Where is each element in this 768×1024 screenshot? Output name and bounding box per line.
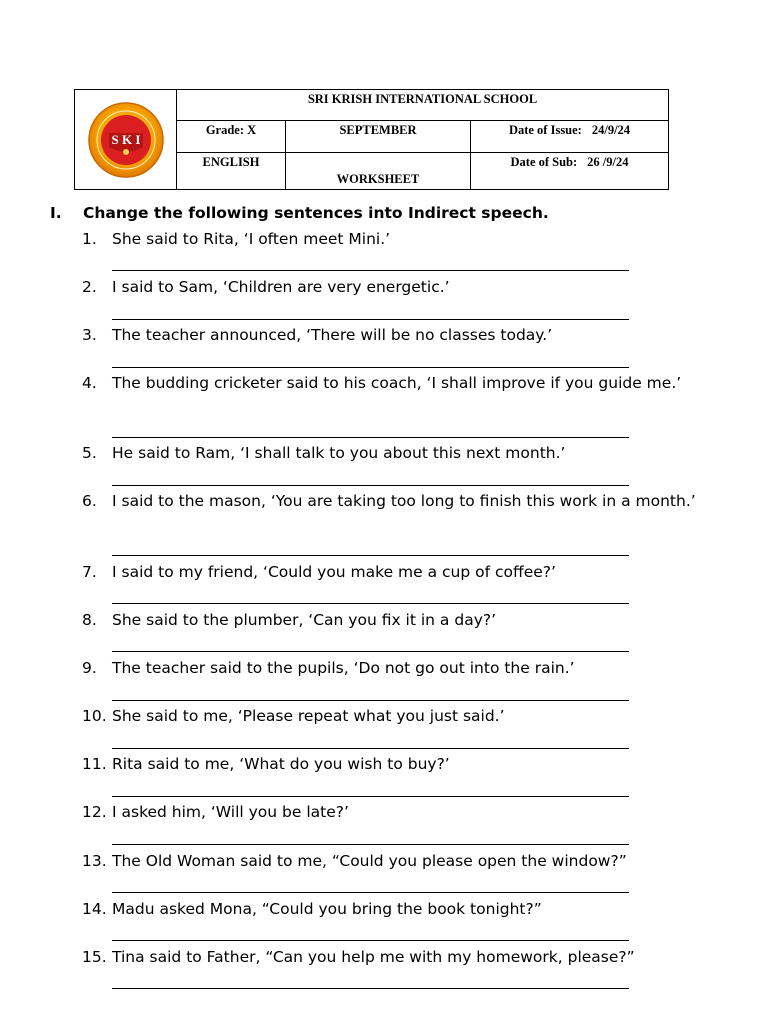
- question-text: I said to the mason, ‘You are taking too long to finish this work in a month.’: [112, 492, 696, 510]
- answer-line[interactable]: [112, 844, 629, 845]
- question-text: The teacher said to the pupils, ‘Do not go out into the rain.’: [112, 659, 575, 677]
- question-text: Madu asked Mona, “Could you bring the book tonight?”: [112, 900, 542, 918]
- question-number: 5.: [82, 444, 97, 462]
- answer-line[interactable]: [112, 651, 629, 652]
- question-item: [82, 276, 697, 298]
- question-item: [82, 372, 697, 394]
- answer-line[interactable]: [112, 796, 629, 797]
- question-number: 9.: [82, 659, 97, 677]
- question-number: 14.: [82, 900, 107, 918]
- logo-cell: [75, 90, 177, 190]
- question-item: [82, 753, 697, 775]
- question-number: 6.: [82, 492, 97, 510]
- question-item: [82, 657, 697, 679]
- question-number: 3.: [82, 326, 97, 344]
- date-of-sub-label: Date of Sub:: [510, 155, 578, 169]
- question-text: The budding cricketer said to his coach, ‘I shall improve if you guide me.’: [112, 374, 682, 392]
- question-number: 1.: [82, 230, 97, 248]
- section-title: Change the following sentences into Indirect speech.: [83, 204, 549, 222]
- date-of-issue-value: 24/9/24: [591, 123, 631, 137]
- answer-line[interactable]: [112, 700, 629, 701]
- answer-line[interactable]: [112, 748, 629, 749]
- question-item: [82, 946, 697, 968]
- question-item: [82, 228, 697, 250]
- question-number: 11.: [82, 755, 107, 773]
- date-of-sub: [471, 153, 669, 190]
- answer-line[interactable]: [112, 437, 629, 438]
- question-number: 12.: [82, 803, 107, 821]
- question-text: The Old Woman said to me, “Could you please open the window?”: [112, 852, 627, 870]
- answer-line[interactable]: [112, 270, 629, 271]
- question-number: 7.: [82, 563, 97, 581]
- question-number: 4.: [82, 374, 97, 392]
- answer-line[interactable]: [112, 367, 629, 368]
- section-number: I.: [50, 204, 62, 222]
- answer-line[interactable]: [112, 603, 629, 604]
- school-logo-icon: [87, 101, 165, 179]
- question-text: He said to Ram, ‘I shall talk to you about this next month.’: [112, 444, 566, 462]
- sheet-type-label: WORKSHEET: [286, 153, 471, 190]
- question-number: 13.: [82, 852, 107, 870]
- question-text: I said to Sam, ‘Children are very energetic.’: [112, 278, 450, 296]
- question-text: I said to my friend, ‘Could you make me a cup of coffee?’: [112, 563, 556, 581]
- answer-line[interactable]: [112, 555, 629, 556]
- question-number: 10.: [82, 707, 107, 725]
- school-name: SRI KRISH INTERNATIONAL SCHOOL: [177, 90, 669, 121]
- grade-label: Grade: X: [177, 121, 286, 153]
- question-item: [82, 609, 697, 631]
- answer-line[interactable]: [112, 485, 629, 486]
- question-item: [82, 898, 697, 920]
- question-item: [82, 850, 697, 872]
- subject-label: ENGLISH: [177, 153, 286, 190]
- question-item: [82, 801, 697, 823]
- question-number: 15.: [82, 948, 107, 966]
- date-of-issue: [471, 121, 669, 153]
- answer-line[interactable]: [112, 319, 629, 320]
- date-of-issue-label: Date of Issue:: [508, 123, 582, 137]
- question-item: [82, 490, 697, 512]
- header-table: [74, 89, 669, 190]
- question-text: She said to Rita, ‘I often meet Mini.’: [112, 230, 391, 248]
- question-number: 8.: [82, 611, 97, 629]
- question-text: She said to me, ‘Please repeat what you just said.’: [112, 707, 505, 725]
- section-heading: [50, 204, 549, 222]
- question-text: Rita said to me, ‘What do you wish to buy?’: [112, 755, 450, 773]
- question-text: I asked him, ‘Will you be late?’: [112, 803, 349, 821]
- question-number: 2.: [82, 278, 97, 296]
- answer-line[interactable]: [112, 988, 629, 989]
- question-text: The teacher announced, ‘There will be no classes today.’: [112, 326, 553, 344]
- question-item: [82, 442, 697, 464]
- question-text: Tina said to Father, “Can you help me with my homework, please?”: [112, 948, 635, 966]
- question-item: [82, 561, 697, 583]
- date-of-sub-value: 26 /9/24: [587, 155, 629, 169]
- answer-line[interactable]: [112, 892, 629, 893]
- question-item: [82, 705, 697, 727]
- month-label: SEPTEMBER: [286, 121, 471, 153]
- logo-lettering: S K I: [111, 131, 140, 147]
- answer-line[interactable]: [112, 940, 629, 941]
- question-item: [82, 324, 697, 346]
- question-text: She said to the plumber, ‘Can you fix it in a day?’: [112, 611, 497, 629]
